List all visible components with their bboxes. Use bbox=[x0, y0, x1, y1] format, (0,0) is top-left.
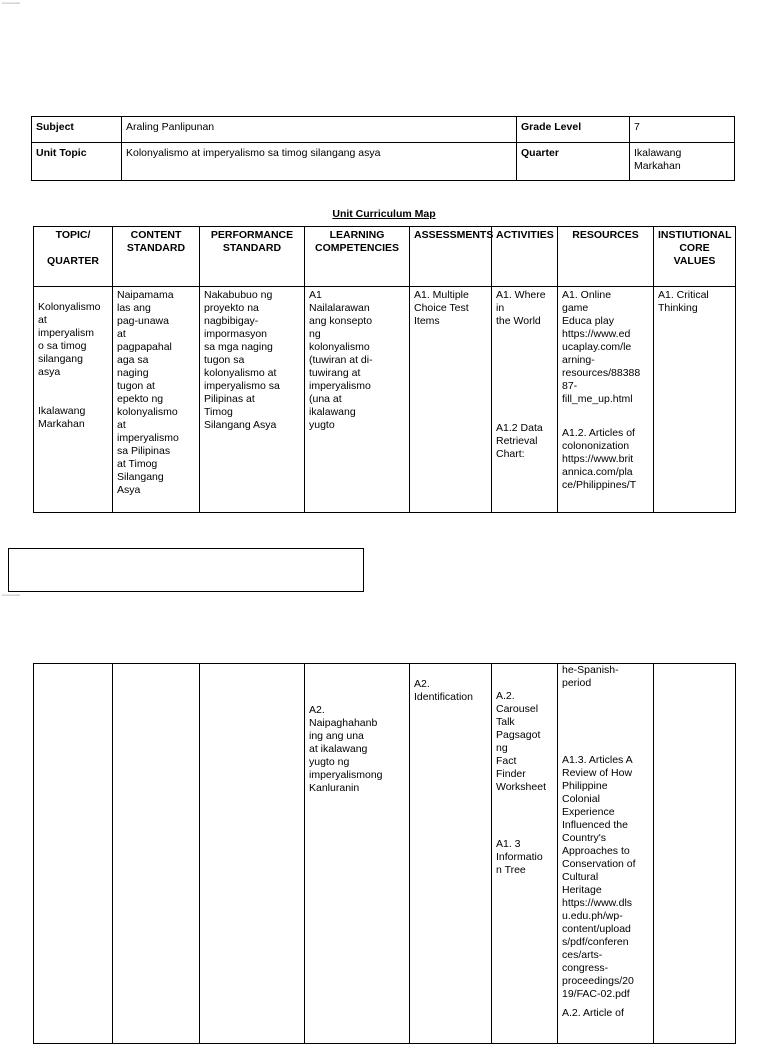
resource-a12: A1.2. Articles of colononization https://www.brit annica.com/pla ce/Philippines/T bbox=[562, 427, 637, 491]
cell-values: A1. Critical Thinking bbox=[654, 287, 736, 513]
curriculum-map-table-continued bbox=[33, 663, 736, 1044]
cell-topic bbox=[34, 287, 113, 513]
activity-a13: A1. 3 Informatio n Tree bbox=[496, 838, 543, 876]
header-activities: ACTIVITIES bbox=[492, 227, 558, 287]
header-content: CONTENT STANDARD bbox=[113, 227, 200, 287]
resource-a2: A.2. Article of bbox=[562, 1007, 624, 1019]
quarter-value: Ikalawang Markahan bbox=[630, 143, 735, 181]
cell-activities-2 bbox=[492, 664, 558, 1044]
empty-box bbox=[8, 548, 364, 592]
header-values: INSTIUTIONAL CORE VALUES bbox=[654, 227, 736, 287]
cell-content: Naipamama las ang pag-unawa at pagpapahal aga sa naging tugon at epekto ng kolonyalismo at imperyalismo sa Pilipinas at Timog Silangang Asya bbox=[113, 287, 200, 513]
cell-activities bbox=[492, 287, 558, 513]
topic-text: Kolonyalismo at imperyalism o sa timog silangang asya bbox=[38, 301, 101, 378]
cell-learning-2 bbox=[305, 664, 410, 1044]
assessment-a2: A2. Identification bbox=[414, 678, 473, 703]
cell-performance-2 bbox=[200, 664, 305, 1044]
header-assessments: ASSESSMENTS bbox=[410, 227, 492, 287]
subject-value: Araling Panlipunan bbox=[122, 117, 517, 143]
topic-value: Kolonyalismo at imperyalismo sa timog silangang asya bbox=[122, 143, 517, 181]
header-learning: LEARNING COMPETENCIES bbox=[305, 227, 410, 287]
topic-label: Unit Topic bbox=[32, 143, 122, 181]
grade-value: 7 bbox=[630, 117, 735, 143]
learning-a2: A2. Naipaghahanb ing ang una at ikalawang yugto ng imperyalismong Kanluranin bbox=[309, 704, 383, 794]
curriculum-map-table bbox=[33, 226, 736, 513]
cell-resources-2 bbox=[558, 664, 654, 1044]
cell-content-2 bbox=[113, 664, 200, 1044]
activity-a12: A1.2 Data Retrieval Chart: bbox=[496, 422, 543, 460]
cell-assessments: A1. Multiple Choice Test Items bbox=[410, 287, 492, 513]
footer-watermark: ▪▪▪▪▪▪▪▪▪▪▪▪▪▪▪▪▪ bbox=[2, 593, 21, 597]
grade-label: Grade Level bbox=[517, 117, 630, 143]
resource-a13: A1.3. Articles A Review of How Philippine Colonial Experience Influenced the Country's Approaches to Conservation of Cultural Heritage https://www.dls u.edu.ph/wp- content/upload s/pdf/conferen ces/arts- congress- proceedings/20 19/FAC-02.pdf bbox=[562, 754, 636, 1000]
quarter-text: Ikalawang Markahan bbox=[38, 405, 86, 430]
resource-spanish-period: he-Spanish- period bbox=[562, 664, 619, 689]
resource-a1: A1. Online game Educa play https://www.ed ucaplay.com/le arning- resources/88388 87- fill_me_up.html bbox=[562, 289, 641, 405]
cell-resources bbox=[558, 287, 654, 513]
activity-a2: A.2. Carousel Talk Pagsagot ng Fact Finder Worksheet bbox=[496, 690, 546, 793]
cell-performance: Nakabubuo ng proyekto na nagbibigay- impormasyon sa mga naging tugon sa kolonyalismo at imperyalismo sa Pilipinas at Timog Silangang Asya bbox=[200, 287, 305, 513]
cell-assessments-2 bbox=[410, 664, 492, 1044]
header-watermark: ▪▪▪▪▪▪▪▪▪▪▪▪▪▪▪▪▪ bbox=[2, 1, 21, 5]
cell-learning: A1 Nailalarawan ang konsepto ng kolonyalismo (tuwiran at di- tuwirang at imperyalismo (una at ikalawang yugto bbox=[305, 287, 410, 513]
info-table bbox=[31, 116, 735, 181]
header-topic: TOPIC/ QUARTER bbox=[34, 227, 113, 287]
map-title: Unit Curriculum Map bbox=[332, 208, 436, 220]
activity-a1: A1. Where in the World bbox=[496, 289, 546, 327]
quarter-label: Quarter bbox=[517, 143, 630, 181]
header-resources: RESOURCES bbox=[558, 227, 654, 287]
cell-values-2 bbox=[654, 664, 736, 1044]
cell-topic-2 bbox=[34, 664, 113, 1044]
subject-label: Subject bbox=[32, 117, 122, 143]
header-performance: PERFORMANCE STANDARD bbox=[200, 227, 305, 287]
